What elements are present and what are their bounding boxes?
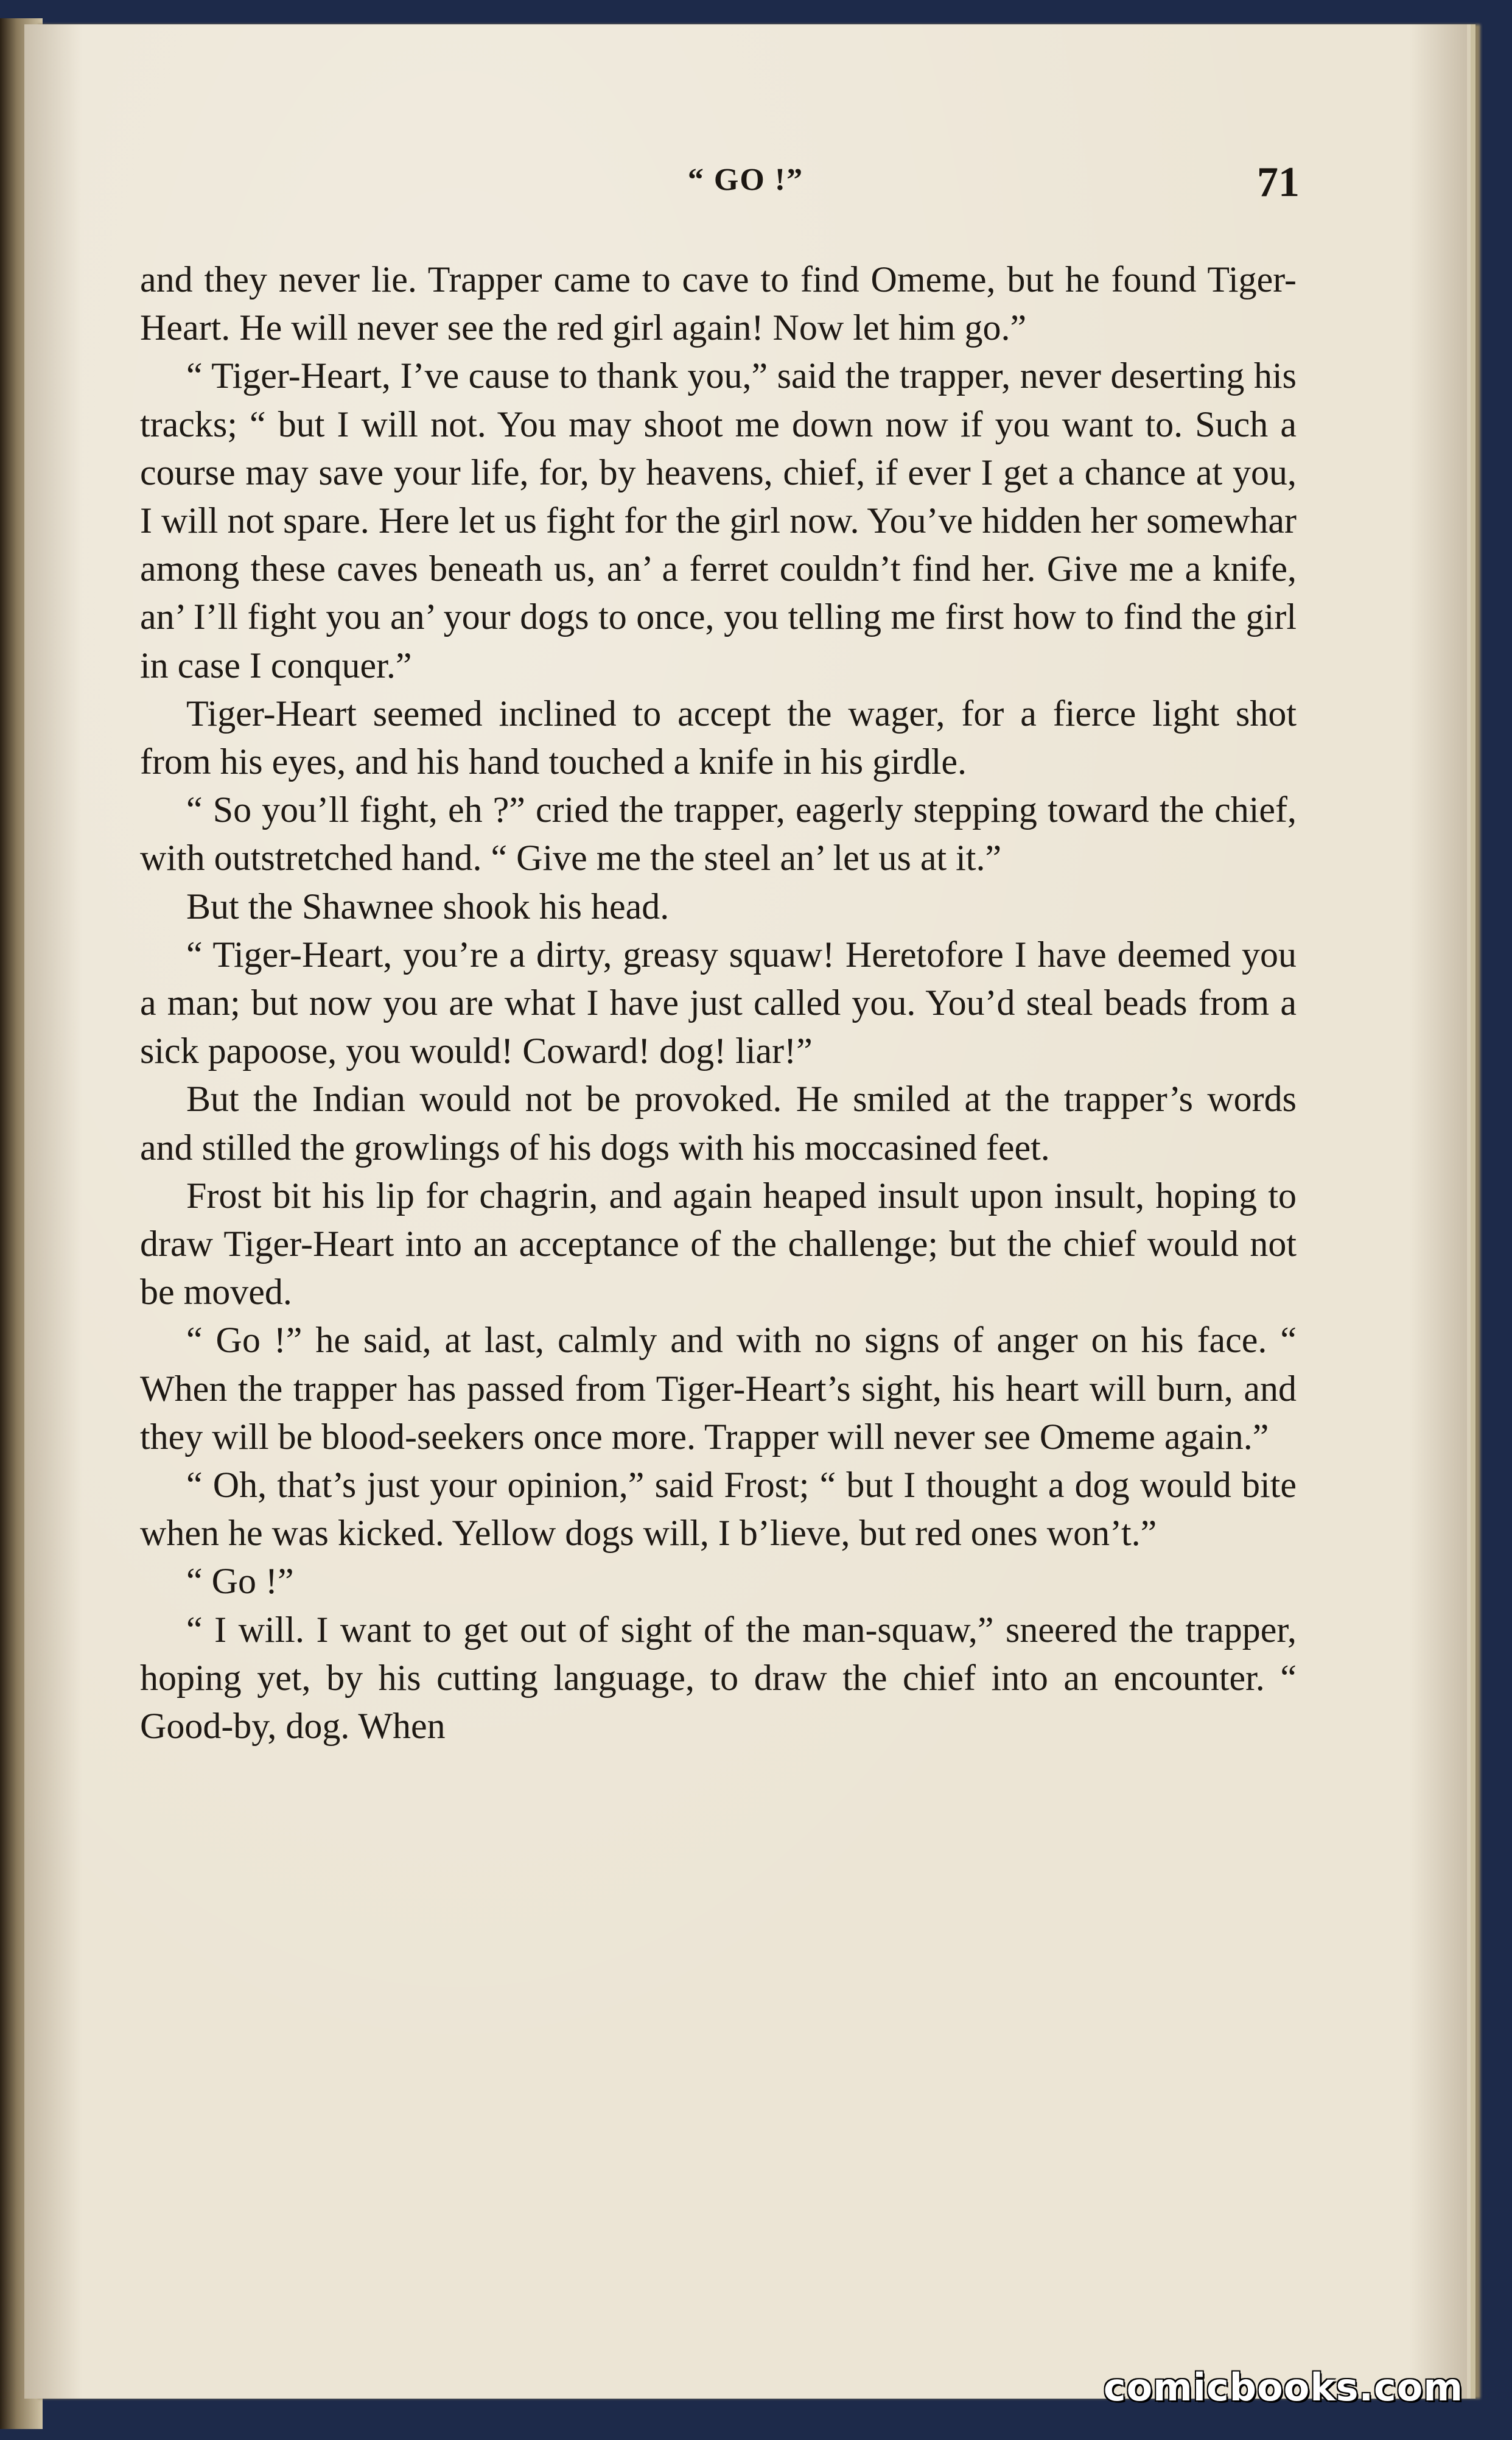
body-text [140, 256, 1297, 1750]
paragraph: Frost bit his lip for chagrin, and again heaped insult upon insult, hoping to draw Tiger-Heart into an acceptance of the challenge; but the chief would not be moved. [140, 1175, 1297, 1313]
paragraph: “ I will. I want to get out of sight of the man-squaw,” sneered the trapper, hoping yet, by his cutting language, to draw the chief into an encounter. “ Good-by, dog. When [140, 1609, 1297, 1747]
running-title: “ GO !” [687, 163, 804, 197]
paragraph: “ Go !” [186, 1561, 294, 1602]
paragraph: “ Go !” he said, at last, calmly and with no signs of anger on his face. “ When the trapper has passed from Tiger-Heart’s sight, his heart will burn, and they will be blood-seekers once more. Trapper will never see Omeme again.” [140, 1320, 1297, 1457]
paragraph: Tiger-Heart seemed inclined to accept the wager, for a fierce light shot from his eyes, and his hand touched a knife in his girdle. [140, 693, 1297, 782]
paragraph: “ Tiger-Heart, you’re a dirty, greasy squaw! Heretofore I have deemed you a man; but now you are what I have just called you. You’d steal beads from a sick papoose, you would! Coward! dog! liar!” [140, 934, 1297, 1071]
watermark: comicbooks.com [1103, 2365, 1463, 2410]
paragraph: “ So you’ll fight, eh ?” cried the trapper, eagerly stepping toward the chief, with outstretched hand. “ Give me the steel an’ let us at it.” [140, 790, 1297, 878]
paragraph: But the Shawnee shook his head. [186, 886, 670, 927]
paragraph: “ Tiger-Heart, I’ve cause to thank you,” said the trapper, never deserting his tracks; “ but I will not. You may shoot me down now if you want to. Such a course may save your life, for, by heavens, chief, if ever I get a chance at you, I will not spare. Here let us fight for the girl now. You’ve hidden her somewhar among these caves beneath us, an’ a ferret couldn’t find her. Give me a knife, an’ I’ll fight you an’ your dogs to once, you telling me first how to find the girl in case I conquer.” [140, 356, 1297, 685]
paragraph: “ Oh, that’s just your opinion,” said Frost; “ but I thought a dog would bite when he was kicked. Yellow dogs will, I b’lieve, but red ones won’t.” [140, 1465, 1297, 1554]
paragraph: But the Indian would not be provoked. He smiled at the trapper’s words and stilled the growlings of his dogs with his moccasined feet. [140, 1079, 1297, 1168]
running-head [24, 146, 1467, 219]
paragraph: and they never lie. Trapper came to cave to find Omeme, but he found Tiger-Heart. He will never see the red girl again! Now let him go.” [140, 259, 1297, 348]
page-number: 71 [1257, 159, 1300, 206]
